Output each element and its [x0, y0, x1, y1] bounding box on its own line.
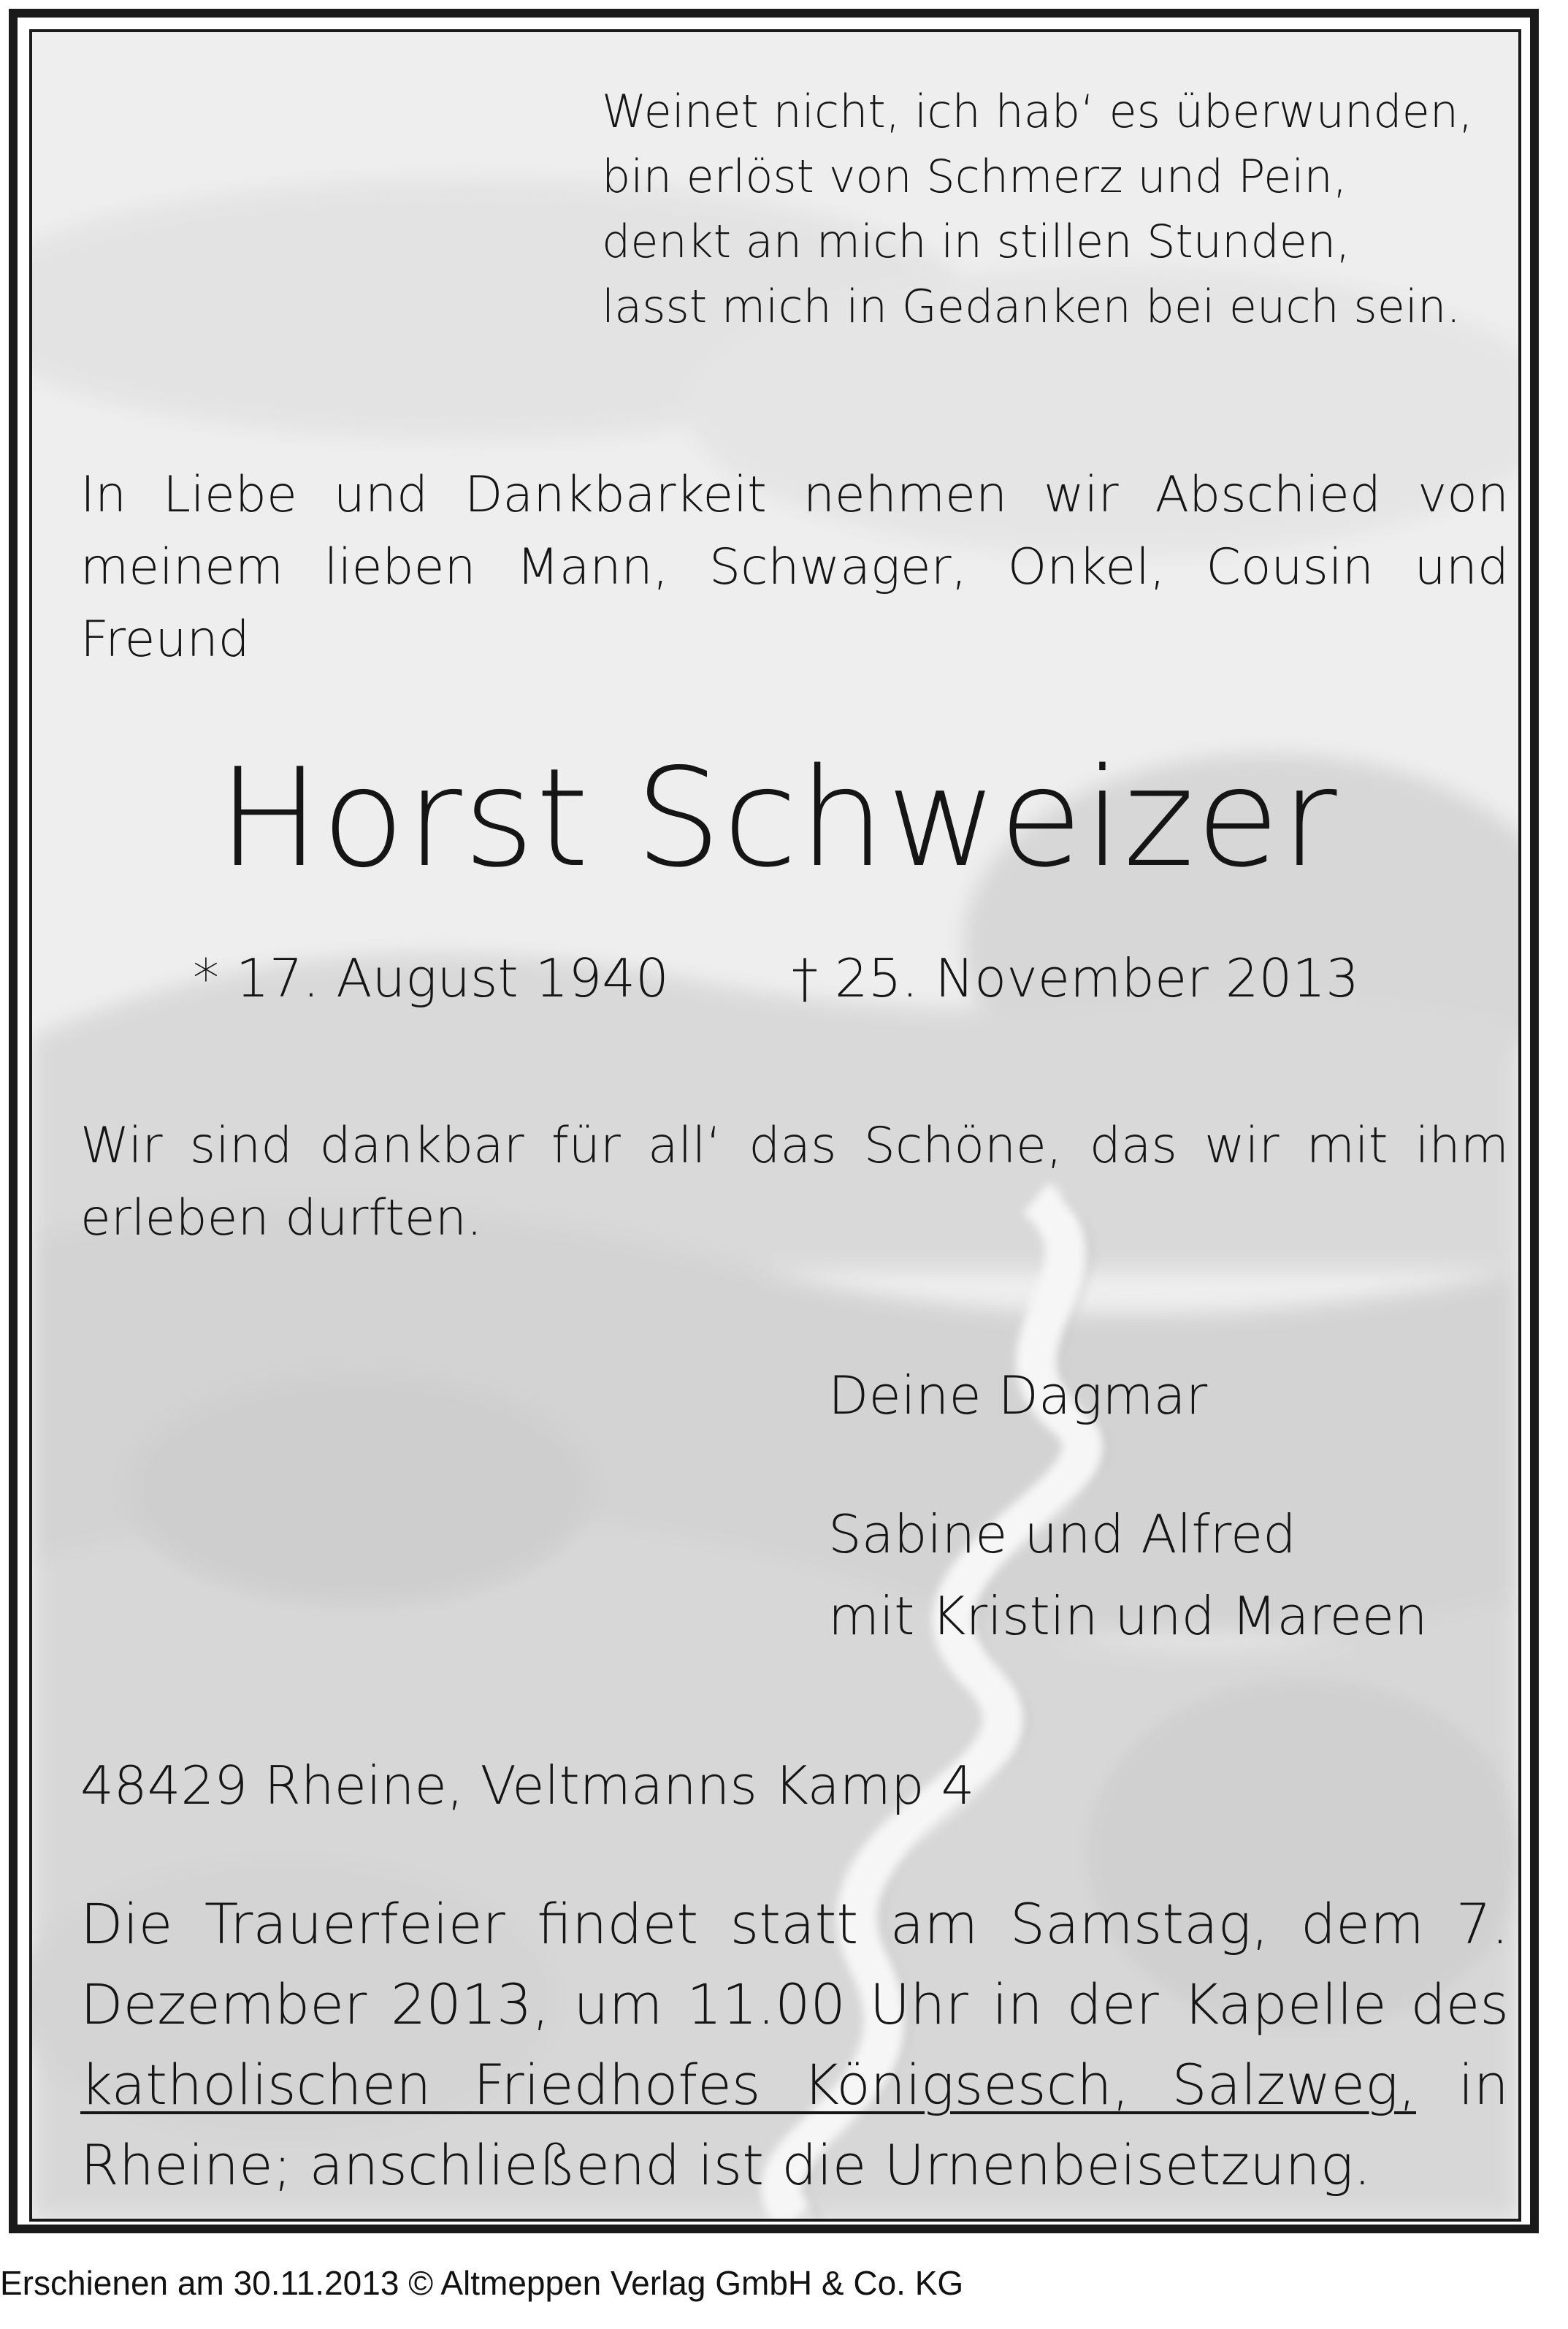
funeral-line-tail: in	[1458, 2052, 1509, 2117]
intro-line: In Liebe und Dankbarkeit nehmen wir Abschied von	[80, 466, 1509, 524]
intro-line: meinem lieben Mann, Schwager, Onkel, Cousin und	[80, 538, 1509, 596]
intro-paragraph	[80, 459, 1509, 676]
death-date: † 25. November 2013	[792, 948, 1359, 1009]
birth-date: * 17. August 1940	[193, 948, 669, 1009]
funeral-line: Dezember 2013, um 11.00 Uhr in der Kapelle des	[80, 1972, 1509, 2037]
mourner-line: Deine Dagmar	[828, 1365, 1208, 1426]
obituary-card	[29, 29, 1521, 2222]
intro-line: Freund	[80, 611, 250, 668]
poem	[602, 79, 1473, 339]
poem-line: lasst mich in Gedanken bei euch sein.	[602, 280, 1461, 333]
funeral-line: Rheine; anschließend ist die Urnenbeisetzung.	[80, 2132, 1372, 2198]
funeral-line	[80, 2045, 1509, 2125]
publication-footer: Erschienen am 30.11.2013 © Altmeppen Verlag GmbH & Co. KG	[0, 2264, 964, 2302]
poem-line: denkt an mich in stillen Stunden,	[602, 215, 1350, 268]
poem-line: bin erlöst von Schmerz und Pein,	[602, 150, 1347, 203]
mourner-line: Sabine und Alfred	[828, 1503, 1296, 1565]
funeral-line: Die Trauerfeier findet statt am Samstag, dem 7.	[80, 1891, 1509, 1956]
thanks-line: Wir sind dankbar für all‘ das Schöne, das wir mit ihm	[80, 1117, 1509, 1175]
deceased-name: Horst Schweizer	[218, 739, 1339, 897]
cemetery-name: katholischen Friedhofes Königsesch, Salzweg,	[80, 2052, 1416, 2117]
address: 48429 Rheine, Veltmanns Kamp 4	[80, 1755, 975, 1816]
funeral-notice	[80, 1884, 1509, 2206]
mourner-line: mit Kristin und Mareen	[828, 1585, 1428, 1647]
poem-line: Weinet nicht, ich hab‘ es überwunden,	[602, 85, 1473, 138]
thanks-line: erleben durften.	[80, 1189, 483, 1247]
thanks-paragraph	[80, 1110, 1509, 1254]
